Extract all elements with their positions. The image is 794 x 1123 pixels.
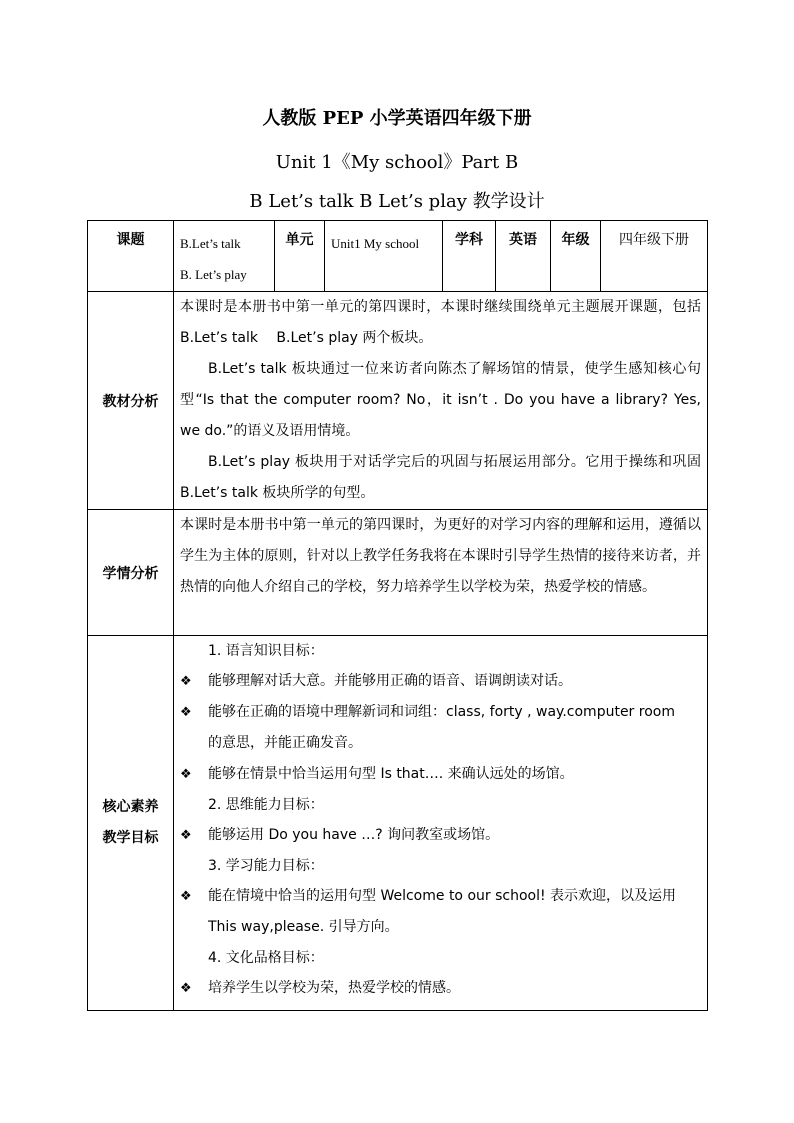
diamond-bullet-icon: ❖ [180, 889, 192, 904]
goal-item-text: 能在情境中恰当的运用句型 Welcome to our school! 表示欢迎，以及运用 [208, 888, 677, 904]
goal-heading-culture: 4. 文化品格目标： [208, 950, 324, 966]
goal-item-text: 培养学生以学校为荣，热爱学校的情感。 [208, 980, 460, 996]
goal-item-continuation: 的意思，并能正确发音。 [208, 735, 362, 751]
goal-heading-thinking: 2. 思维能力目标： [208, 797, 324, 813]
material-paragraph: B.Let’s play 板块用于对话学完后的巩固与拓展运用部分。它用于操练和巩固 B.Let’s talk 板块所学的句型。 [180, 454, 701, 501]
goal-item-text: 能够运用 Do you have …? 询问教室或场馆。 [208, 827, 500, 843]
subject-label: 学科 [443, 221, 496, 292]
material-paragraph: B.Let’s talk 板块通过一位来访者向陈杰了解场馆的情景，使学生感知核心句型“Is that the computer room? No，it isn’t . Do you have a library? Yes, we do.”的语义及语用情境。 [180, 361, 701, 439]
unit-label: 单元 [275, 221, 325, 292]
diamond-bullet-icon: ❖ [180, 705, 192, 720]
goal-item [180, 666, 699, 697]
diamond-bullet-icon: ❖ [180, 981, 192, 996]
goal-item [180, 973, 699, 1004]
goal-item [180, 820, 699, 851]
core-goals-label [88, 636, 174, 1011]
diamond-bullet-icon: ❖ [180, 828, 192, 843]
grade-value: 四年级下册 [601, 221, 708, 292]
diamond-bullet-icon: ❖ [180, 674, 192, 689]
goal-item-text: 能够在情景中恰当运用句型 Is that…. 来确认远处的场馆。 [208, 766, 574, 782]
student-analysis-text: 本课时是本册书中第一单元的第四课时，为更好的对学习内容的理解和运用，遵循以学生为主体的原则，针对以上教学任务我将在本课时引导学生热情的接待来访者，并热情的向他人介绍自己的学校，努力培养学生以学校为荣，热爱学校的情感。 [180, 517, 701, 595]
core-goals-row [88, 636, 708, 1011]
material-paragraph: 本课时是本册书中第一单元的第四课时，本课时继续围绕单元主题展开课题，包括 B.Let’s talk B.Let’s play 两个板块。 [180, 299, 701, 346]
topic-value-line1: B.Let’s talk [180, 236, 241, 251]
student-analysis-row [88, 510, 708, 636]
unit-value-text: Unit1 My school [331, 236, 420, 251]
core-goals-content [174, 636, 708, 1011]
grade-label: 年级 [551, 221, 601, 292]
material-analysis-label: 教材分析 [88, 292, 174, 510]
goal-item [180, 881, 699, 912]
goal-item-text: 能够在正确的语境中理解新词和词组：class, forty , way.computer room [208, 704, 675, 720]
student-analysis-label: 学情分析 [88, 510, 174, 636]
topic-label: 课题 [88, 221, 174, 292]
material-analysis-row [88, 292, 708, 510]
goal-item-continuation: This way,please. 引导方向。 [208, 919, 399, 935]
subject-value: 英语 [496, 221, 551, 292]
lesson-plan-table [87, 220, 708, 1011]
document-subtitle-lesson: B Let’s talk B Let’s play 教学设计 [249, 191, 545, 212]
topic-value-line2: B. Let’s play [180, 267, 247, 282]
core-goals-label-line1: 核心素养 [102, 799, 159, 815]
unit-value [325, 221, 443, 292]
document-title: 人教版 PEP 小学英语四年级下册 [262, 108, 532, 129]
material-analysis-content [174, 292, 708, 510]
header-row [88, 221, 708, 292]
goal-item [180, 697, 699, 728]
document-subtitle-unit: Unit 1《My school》Part B [275, 152, 519, 173]
goal-heading-learning: 3. 学习能力目标： [208, 858, 324, 874]
student-analysis-content [174, 510, 708, 636]
goal-item [180, 759, 699, 790]
diamond-bullet-icon: ❖ [180, 767, 192, 782]
goal-heading-language: 1. 语言知识目标： [208, 643, 324, 659]
topic-value [174, 221, 275, 292]
goal-item-text: 能够理解对话大意。并能够用正确的语音、语调朗读对话。 [208, 673, 572, 689]
core-goals-label-line2: 教学目标 [102, 830, 159, 846]
